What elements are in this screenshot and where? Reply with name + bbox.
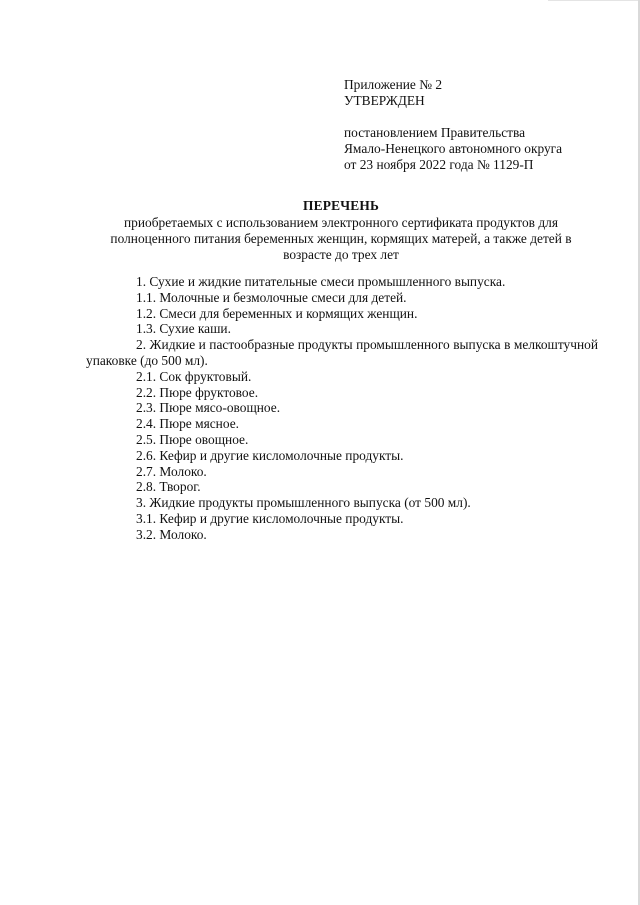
list-item: 3.2. Молоко. — [136, 526, 207, 542]
approval-line-1: постановлением Правительства — [344, 125, 526, 140]
approval-line-2: Ямало-Ненецкого автономного округа — [344, 141, 563, 156]
list-item: 1.3. Сухие каши. — [136, 321, 231, 337]
list-item: 2.7. Молоко. — [136, 463, 207, 479]
list-item: 1.1. Молочные и безмолочные смеси для детей. — [136, 289, 407, 305]
appendix-number: Приложение № 2 — [344, 77, 443, 92]
document-subtitle: приобретаемых с использованием электронного сертификата продуктов для полноценного питания беременных женщин, кормящих матерей, а также детей в возрасте до трех лет — [110, 215, 572, 262]
heading-block — [86, 198, 596, 263]
product-list — [86, 274, 598, 543]
scan-edge-top — [548, 0, 640, 1]
list-item: 2.5. Пюре овощное. — [136, 431, 249, 447]
list-item: 3.1. Кефир и другие кисломолочные продукты. — [136, 510, 404, 526]
approved-label: УТВЕРЖДЕН — [344, 93, 425, 108]
list-item: 2. Жидкие и пастообразные продукты промышленного выпуска в мелкоштучной упаковке (до 500 мл). — [86, 337, 598, 368]
approval-block — [344, 77, 614, 173]
list-item: 1.2. Смеси для беременных и кормящих женщин. — [136, 305, 418, 321]
approval-line-3: от 23 ноября 2022 года № 1129-П — [344, 157, 534, 172]
list-item: 2.2. Пюре фруктовое. — [136, 384, 259, 400]
list-item: 2.8. Творог. — [136, 479, 201, 495]
list-item: 2.1. Сок фруктовый. — [136, 368, 252, 384]
blank-line — [344, 109, 614, 125]
list-item: 1. Сухие и жидкие питательные смеси промышленного выпуска. — [136, 274, 506, 289]
list-item: 2.6. Кефир и другие кисломолочные продукты. — [136, 447, 404, 463]
list-item: 3. Жидкие продукты промышленного выпуска (от 500 мл). — [136, 495, 471, 511]
document-title: ПЕРЕЧЕНЬ — [302, 198, 380, 213]
list-item: 2.3. Пюре мясо-овощное. — [136, 400, 281, 416]
list-item: 2.4. Пюре мясное. — [136, 416, 239, 432]
